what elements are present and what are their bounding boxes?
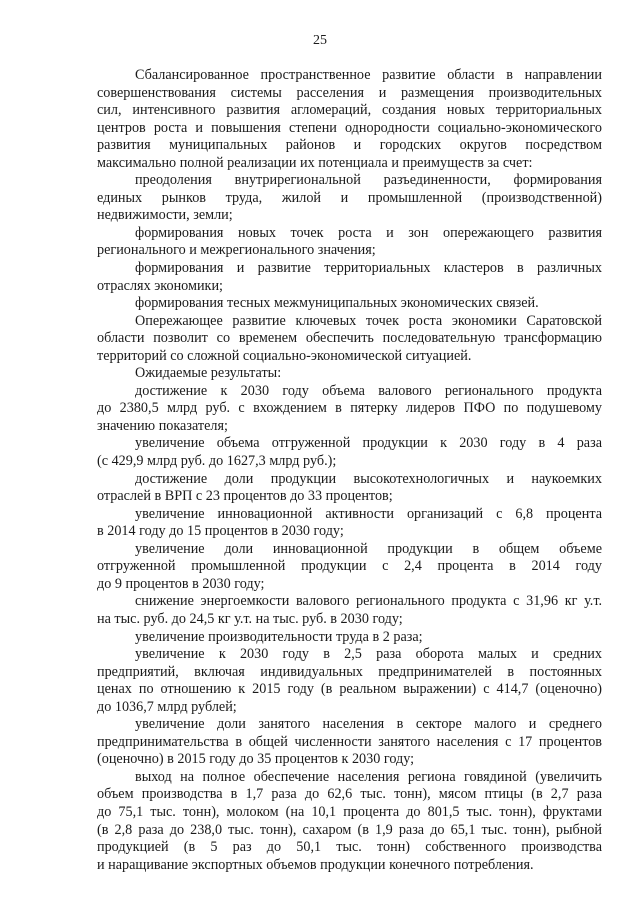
text-line: отраслях экономики; (97, 277, 223, 294)
text-line: до 75,1 тыс. тонн), молоком (на 10,1 процента до 801,5 тыс. тонн), фруктами (97, 803, 602, 820)
text-line: единых рынков труда, жилой и промышленной (производственной) (97, 189, 602, 206)
text-line: и наращивание экспортных объемов продукции конечного потребления. (97, 856, 534, 873)
text-line: формирования и развитие территориальных кластеров в различных (135, 260, 602, 277)
text-line: Ожидаемые результаты: (135, 365, 282, 382)
text-line: увеличение производительности труда в 2 раза; (135, 628, 423, 645)
text-line: территорий со сложной социально-экономической ситуацией. (97, 347, 472, 364)
text-line: увеличение доли инновационной продукции в общем объеме (135, 540, 602, 557)
text-line: до 2380,5 млрд руб. с вхождением в пятерку лидеров ПФО по подушевому (97, 400, 602, 417)
text-line: Опережающее развитие ключевых точек роста экономики Саратовской (135, 312, 602, 329)
text-line: максимально полной реализации их потенциала и преимуществ за счет: (97, 154, 533, 171)
text-line: формирования тесных межмуниципальных экономических связей. (135, 295, 539, 312)
text-line: (с 429,9 млрд руб. до 1627,3 млрд руб.); (97, 453, 337, 470)
text-line: продукцией (в 5 раз до 50,1 тыс. тонн) собственного производства (97, 839, 602, 856)
text-line: выход на полное обеспечение населения региона говядиной (увеличить (135, 768, 602, 785)
text-line: предприятий, включая индивидуальных предпринимателей в постоянных (97, 663, 602, 680)
body-text (97, 67, 602, 874)
text-line: на тыс. руб. до 24,5 кг у.т. на тыс. руб. в 2030 году; (97, 610, 403, 627)
text-line: увеличение доли занятого населения в секторе малого и среднего (135, 716, 602, 733)
text-line: достижение к 2030 году объема валового регионального продукта (135, 382, 602, 399)
text-line: отраслей в ВРП с 23 процентов до 33 процентов; (97, 488, 393, 505)
text-line: увеличение объема отгруженной продукции к 2030 году в 4 раза (135, 435, 602, 452)
text-line: достижение доли продукции высокотехнологичных и наукоемких (135, 470, 602, 487)
text-line: ценах по отношению к 2015 году (в реальном выражении) с 414,7 (оценочно) (97, 681, 602, 698)
text-line: предпринимательства в общей численности занятого населения с 17 процентов (97, 733, 602, 750)
text-line: в 2014 году до 15 процентов в 2030 году; (97, 523, 344, 540)
text-line: сил, интенсивного развития агломераций, создания новых территориальных (97, 102, 602, 119)
text-line: области позволит со временем обеспечить последовательную трансформацию (97, 330, 602, 347)
text-line: регионального и межрегионального значения; (97, 242, 376, 259)
text-line: развития муниципальных районов и городских округов посредством (97, 137, 602, 154)
text-line: объем производства в 1,7 раза до 62,6 тыс. тонн), мясом птицы (в 2,7 раза (97, 786, 602, 803)
text-line: (оценочно) в 2015 году до 35 процентов к 2030 году; (97, 751, 415, 768)
text-line: увеличение к 2030 году в 2,5 раза оборота малых и средних (135, 646, 602, 663)
text-line: центров роста и повышения степени однородности социально-экономического (97, 119, 602, 136)
text-line: до 1036,7 млрд рублей; (97, 698, 237, 715)
text-line: формирования новых точек роста и зон опережающего развития (135, 224, 602, 241)
text-line: увеличение инновационной активности организаций с 6,8 процента (135, 505, 602, 522)
text-line: Сбалансированное пространственное развитие области в направлении (135, 67, 602, 83)
text-line: совершенствования системы расселения и размещения производительных (97, 84, 602, 101)
text-line: снижение энергоемкости валового регионального продукта с 31,96 кг у.т. (135, 593, 602, 610)
text-line: недвижимости, земли; (97, 207, 233, 224)
text-line: отгруженной промышленной продукции с 2,4 процента в 2014 году (97, 558, 602, 575)
text-line: до 9 процентов в 2030 году; (97, 575, 265, 592)
page-number: 25 (313, 33, 327, 48)
text-line: преодоления внутрирегиональной разъединенности, формирования (135, 172, 602, 189)
text-line: значению показателя; (97, 417, 228, 434)
text-line: (в 2,8 раза до 238,0 тыс. тонн), сахаром (в 1,9 раза до 65,1 тыс. тонн), рыбной (97, 821, 602, 838)
